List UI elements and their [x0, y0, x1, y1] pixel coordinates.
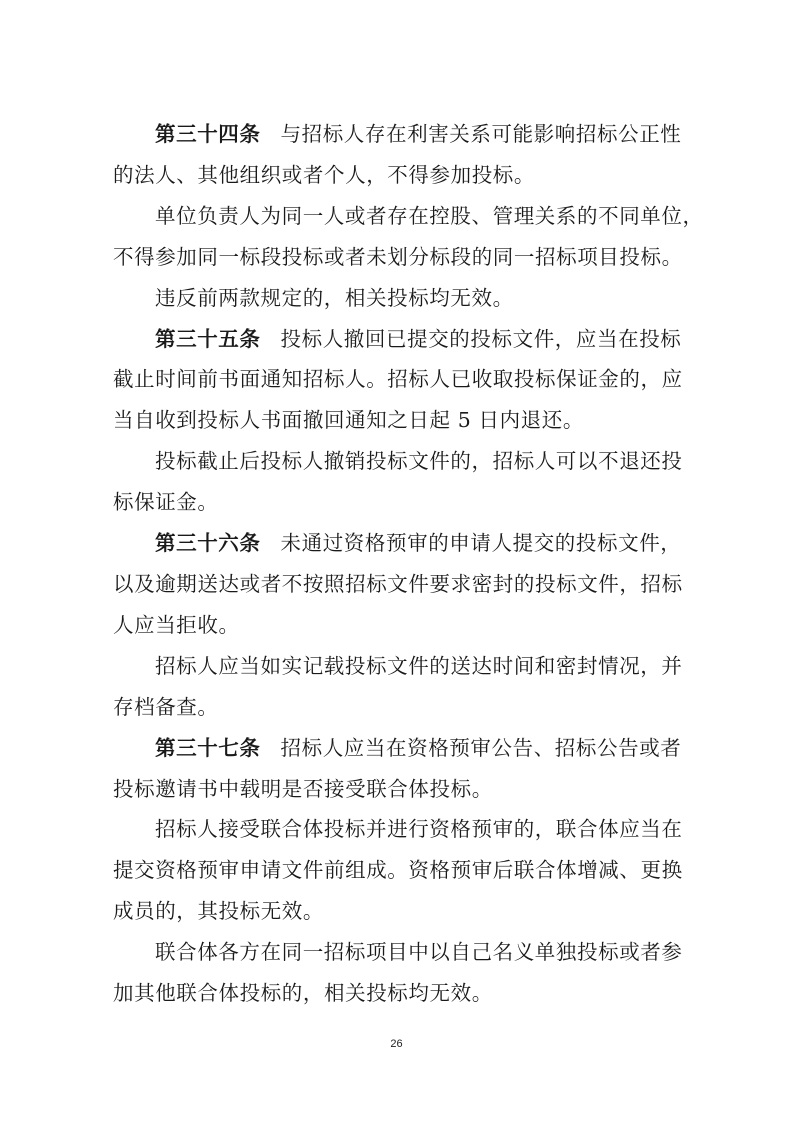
paragraph	[113, 196, 704, 278]
article-title: 第三十四条	[155, 122, 261, 146]
text-line: 存档备查。	[113, 694, 219, 719]
text-line: 的法人、其他组织或者个人，不得参加投标。	[113, 162, 535, 187]
paragraph	[113, 319, 693, 442]
text-line: 不得参加同一标段投标或者未划分标段的同一招标项目投标。	[113, 244, 683, 269]
text-line: 未通过资格预审的申请人提交的投标文件，	[280, 531, 682, 556]
text-line: 投标邀请书中载明是否接受联合体投标。	[113, 776, 493, 801]
text-line: 提交资格预审申请文件前组成。资格预审后联合体增减、更换	[113, 858, 683, 883]
paragraph	[113, 278, 693, 319]
text-line: 联合体各方在同一招标项目中以自己名义单独投标或者参	[155, 940, 683, 965]
article-title: 第三十五条	[155, 326, 261, 351]
article-title: 第三十七条	[155, 735, 261, 760]
text-line: 招标人应当在资格预审公告、招标公告或者	[280, 735, 682, 760]
article-34	[113, 114, 704, 319]
text-line: 违反前两款规定的，相关投标均无效。	[155, 285, 514, 310]
text-line: 人应当拒收。	[113, 612, 240, 637]
text-line: 招标人应当如实记载投标文件的送达时间和密封情况，并	[155, 653, 683, 678]
text-line: 招标人接受联合体投标并进行资格预审的，联合体应当在	[155, 817, 683, 842]
text-line: 以及逾期送达或者不按照招标文件要求密封的投标文件，招标	[113, 571, 683, 596]
article-35	[113, 319, 693, 524]
paragraph	[113, 932, 693, 1014]
article-36	[113, 523, 693, 728]
paragraph	[113, 809, 693, 932]
text-line: 成员的，其投标无效。	[113, 899, 324, 924]
paragraph	[113, 646, 693, 728]
paragraph	[113, 441, 693, 523]
text-line: 截止时间前书面通知招标人。招标人已收取投标保证金的，应	[113, 367, 683, 392]
text-line: 单位负责人为同一人或者存在控股、管理关系的不同单位，	[155, 203, 704, 228]
document-body	[113, 114, 704, 1014]
article-title: 第三十六条	[155, 531, 261, 556]
text-line: 与招标人存在利害关系可能影响招标公正性	[280, 122, 682, 146]
text-line: 投标截止后投标人撤销投标文件的，招标人可以不退还投	[155, 449, 683, 474]
text-line: 当自收到投标人书面撤回通知之日起 5 日内退还。	[113, 408, 584, 433]
text-line: 加其他联合体投标的，相关投标均无效。	[113, 981, 493, 1006]
paragraph	[113, 728, 693, 810]
article-37	[113, 728, 693, 1014]
page-number: 26	[390, 1038, 403, 1050]
paragraph	[113, 114, 693, 196]
text-line: 投标人撤回已提交的投标文件，应当在投标	[280, 326, 682, 351]
text-line: 标保证金。	[113, 490, 219, 515]
paragraph	[113, 523, 693, 646]
